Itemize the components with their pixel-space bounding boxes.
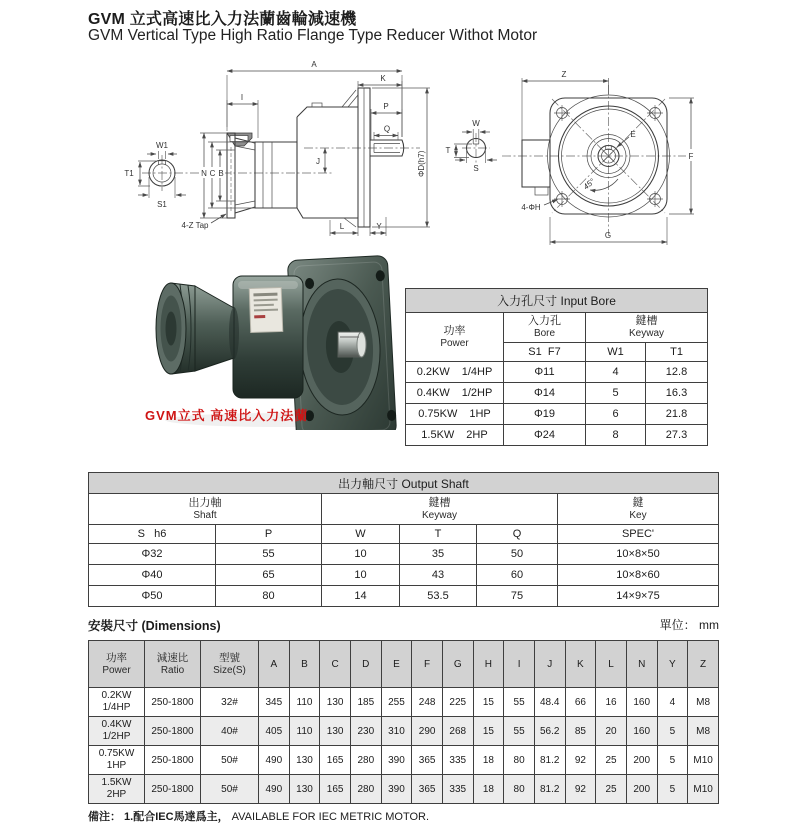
cell: 4 xyxy=(586,362,646,383)
cell: 490 xyxy=(259,746,290,775)
col-c: C xyxy=(320,641,351,688)
table-row: 1.5KW 2HP 250-1800 50# 490 130 165 280 390 365 335 18 80 81.2 92 25 200 5 M10 xyxy=(89,775,719,804)
cell: 250-1800 xyxy=(145,717,201,746)
col-z: Z xyxy=(688,641,719,688)
table-row: 0.4KW 1/2HP Φ14 5 16.3 xyxy=(406,383,708,404)
input-shaft-section xyxy=(124,141,186,209)
cell: 250-1800 xyxy=(145,775,201,804)
col-s: S h6 xyxy=(89,525,216,544)
cell: 20 xyxy=(596,717,627,746)
cell: 110 xyxy=(289,688,320,717)
cell: 390 xyxy=(381,746,412,775)
col-j: J xyxy=(534,641,565,688)
cell: 27.3 xyxy=(646,425,708,446)
cell: 4 xyxy=(657,688,688,717)
cell: Φ24 xyxy=(504,425,586,446)
cell: 65 xyxy=(216,565,322,586)
cell: 365 xyxy=(412,775,443,804)
cell: 335 xyxy=(442,746,473,775)
cell: Φ11 xyxy=(504,362,586,383)
cell: 16 xyxy=(596,688,627,717)
dim-label-b: B xyxy=(218,169,224,178)
side-view-centerlines xyxy=(142,148,420,191)
dim-label-q: Q xyxy=(383,124,391,134)
cell: 365 xyxy=(412,746,443,775)
cell: 85 xyxy=(565,717,596,746)
dim-label-n: N xyxy=(201,169,207,178)
unit-label: 單位： mm xyxy=(659,618,719,632)
cell: 21.8 xyxy=(646,404,708,425)
cell: 230 xyxy=(350,717,381,746)
col-k: K xyxy=(565,641,596,688)
cell: 53.5 xyxy=(400,586,477,607)
table-row: 0.75KW 1HP 250-1800 50# 490 130 165 280 390 365 335 18 80 81.2 92 25 200 5 M10 xyxy=(89,746,719,775)
cell: 15 xyxy=(473,688,504,717)
output-shaft-table xyxy=(88,472,719,607)
cell: 130 xyxy=(320,717,351,746)
col-g: G xyxy=(442,641,473,688)
col-size: 型號 Size(S) xyxy=(201,641,259,688)
cell: 5 xyxy=(657,775,688,804)
col-i: I xyxy=(504,641,535,688)
cell: 12.8 xyxy=(646,362,708,383)
cell: 10 xyxy=(322,565,400,586)
cell: 14×9×75 xyxy=(558,586,719,607)
cell: 80 xyxy=(504,775,535,804)
cell: 15 xyxy=(473,717,504,746)
cell: 32# xyxy=(201,688,259,717)
dim-label-t: T xyxy=(445,146,451,155)
footnote xyxy=(88,808,429,824)
cell: 490 xyxy=(259,775,290,804)
col-keyway: 鍵槽 Keyway xyxy=(586,313,708,343)
page-title: GVM 立式高速比入力法蘭齒輪減速機 xyxy=(88,11,357,28)
cell: 55 xyxy=(504,717,535,746)
cell: 200 xyxy=(626,746,657,775)
input-bore-table xyxy=(405,288,708,446)
cell: 405 xyxy=(259,717,290,746)
photo-caption: GVM立式 高速比入力法蘭 xyxy=(145,408,309,423)
dim-label-w1: W1 xyxy=(156,141,168,150)
table-row: 0.4KW 1/2HP 250-1800 40# 405 110 130 230 310 290 268 15 55 56.2 85 20 160 5 M8 xyxy=(89,717,719,746)
cell: 18 xyxy=(473,775,504,804)
col-t1: T1 xyxy=(646,343,708,362)
cell: 280 xyxy=(350,775,381,804)
cell: Φ19 xyxy=(504,404,586,425)
cell: 290 xyxy=(412,717,443,746)
cell: 92 xyxy=(565,746,596,775)
holes-note: 4-ΦH xyxy=(521,203,541,212)
cell: 92 xyxy=(565,775,596,804)
cell: 50# xyxy=(201,746,259,775)
cell: 390 xyxy=(381,775,412,804)
cell: 50# xyxy=(201,775,259,804)
table-row xyxy=(89,586,719,607)
footnote-en: AVAILABLE FOR IEC METRIC MOTOR. xyxy=(231,811,430,823)
cell: 5 xyxy=(657,746,688,775)
col-a: A xyxy=(259,641,290,688)
gearbox-bell xyxy=(156,283,239,374)
dim-label-s: S xyxy=(473,164,479,173)
product-photo xyxy=(100,252,400,430)
col-key: 鍵 Key xyxy=(558,494,719,525)
cell: M10 xyxy=(688,746,719,775)
dim-label-d: ΦD(h7) xyxy=(417,150,426,177)
col-ratio: 減速比 Ratio xyxy=(145,641,201,688)
cell: 250-1800 xyxy=(145,688,201,717)
cell: 225 xyxy=(442,688,473,717)
cell: 56.2 xyxy=(534,717,565,746)
front-view-drawing xyxy=(440,57,725,252)
dimensions-title: 安裝尺寸 (Dimensions) xyxy=(88,619,221,633)
cell: 335 xyxy=(442,775,473,804)
dim-label-g: G xyxy=(604,231,612,240)
cell: 160 xyxy=(626,688,657,717)
cell: Φ50 xyxy=(89,586,216,607)
col-power: 功率 Power xyxy=(406,313,504,362)
cell: 35 xyxy=(400,544,477,565)
cell: 130 xyxy=(289,775,320,804)
cell: 160 xyxy=(626,717,657,746)
col-keyway: 鍵槽 Keyway xyxy=(322,494,558,525)
dim-label-f: F xyxy=(688,152,694,161)
table-row: 0.2KW 1/4HP Φ11 4 12.8 xyxy=(406,362,708,383)
dim-label-p: P xyxy=(383,102,389,111)
dim-label-45: 45° xyxy=(581,176,597,192)
dim-label-k: K xyxy=(380,74,386,83)
col-n: N xyxy=(626,641,657,688)
cell: 66 xyxy=(565,688,596,717)
cell: 81.2 xyxy=(534,746,565,775)
col-f: F xyxy=(412,641,443,688)
dim-label-w: W xyxy=(472,119,480,128)
front-shaft-section xyxy=(446,119,497,173)
col-p: P xyxy=(216,525,322,544)
dim-label-c: C xyxy=(209,169,216,178)
dim-label-t1: T1 xyxy=(124,169,134,178)
table-row: 0.2KW 1/4HP 250-1800 32# 345 110 130 185 255 248 225 15 55 48.4 66 16 160 4 M8 xyxy=(89,688,719,717)
cell: 280 xyxy=(350,746,381,775)
cell: 18 xyxy=(473,746,504,775)
col-t: T xyxy=(400,525,477,544)
cell: 6 xyxy=(586,404,646,425)
dim-label-i: I xyxy=(240,93,244,102)
cell: 55 xyxy=(216,544,322,565)
cell: 14 xyxy=(322,586,400,607)
cell: 80 xyxy=(216,586,322,607)
cell: 5 xyxy=(657,717,688,746)
col-bore-sub: S1 F7 xyxy=(504,343,586,362)
dim-label-e: E xyxy=(630,130,636,139)
cell: 250-1800 xyxy=(145,746,201,775)
cell: 248 xyxy=(412,688,443,717)
page-subtitle: GVM Vertical Type High Ratio Flange Type Reducer Withot Motor xyxy=(88,27,538,44)
cell: 25 xyxy=(596,746,627,775)
cell: 345 xyxy=(259,688,290,717)
cell: M10 xyxy=(688,775,719,804)
cell: Φ32 xyxy=(89,544,216,565)
output-shaft xyxy=(338,332,366,357)
cell: 80 xyxy=(504,746,535,775)
cell: 55 xyxy=(504,688,535,717)
dim-label-j: J xyxy=(316,157,320,166)
cell: 130 xyxy=(320,688,351,717)
col-spec: SPEC' xyxy=(558,525,719,544)
cell: 268 xyxy=(442,717,473,746)
col-h: H xyxy=(473,641,504,688)
cell: 165 xyxy=(320,775,351,804)
col-q: Q xyxy=(477,525,558,544)
cell: 255 xyxy=(381,688,412,717)
cell: 310 xyxy=(381,717,412,746)
nameplate xyxy=(249,287,283,332)
col-y: Y xyxy=(657,641,688,688)
cell: 185 xyxy=(350,688,381,717)
col-power: 功率 Power xyxy=(89,641,145,688)
cell: 43 xyxy=(400,565,477,586)
cell: M8 xyxy=(688,717,719,746)
col-w: W xyxy=(322,525,400,544)
col-bore: 入力孔 Bore xyxy=(504,313,586,343)
dimensions-section-bar xyxy=(88,616,719,634)
col-shaft: 出力軸 Shaft xyxy=(89,494,322,525)
cell: 48.4 xyxy=(534,688,565,717)
dimensions-table xyxy=(88,640,719,804)
cell: Φ40 xyxy=(89,565,216,586)
cell: 130 xyxy=(289,746,320,775)
output-shaft-title: 出力軸尺寸 Output Shaft xyxy=(89,473,719,494)
cell: 81.2 xyxy=(534,775,565,804)
dim-label-s1: S1 xyxy=(157,200,167,209)
table-row: 1.5KW 2HP Φ24 8 27.3 xyxy=(406,425,708,446)
cell: 8 xyxy=(586,425,646,446)
cell: 25 xyxy=(596,775,627,804)
cell: Φ14 xyxy=(504,383,586,404)
side-view-drawing xyxy=(118,57,443,249)
table-row xyxy=(89,544,719,565)
cell: 10×8×50 xyxy=(558,544,719,565)
dim-label-l: L xyxy=(339,222,345,231)
cell: 200 xyxy=(626,775,657,804)
dim-label-z: Z xyxy=(561,70,567,79)
footnote-zh: 備注： 1.配合IEC馬達爲主， xyxy=(88,811,229,823)
cell: 10×8×60 xyxy=(558,565,719,586)
dim-label-a: A xyxy=(311,60,317,69)
cell: 10 xyxy=(322,544,400,565)
col-b: B xyxy=(289,641,320,688)
tap-note: 4-Z Tap xyxy=(181,221,209,230)
table-row xyxy=(89,565,719,586)
cell: M8 xyxy=(688,688,719,717)
cell: 75 xyxy=(477,586,558,607)
col-w1: W1 xyxy=(586,343,646,362)
cell: 5 xyxy=(586,383,646,404)
cell: 40# xyxy=(201,717,259,746)
cell: 110 xyxy=(289,717,320,746)
input-bore-title: 入力孔尺寸 Input Bore xyxy=(406,289,708,313)
cell: 50 xyxy=(477,544,558,565)
col-e: E xyxy=(381,641,412,688)
table-row: 0.75KW 1HP Φ19 6 21.8 xyxy=(406,404,708,425)
col-l: L xyxy=(596,641,627,688)
cell: 165 xyxy=(320,746,351,775)
col-d: D xyxy=(350,641,381,688)
cell: 16.3 xyxy=(646,383,708,404)
cell: 60 xyxy=(477,565,558,586)
dim-label-y: Y xyxy=(376,222,382,231)
